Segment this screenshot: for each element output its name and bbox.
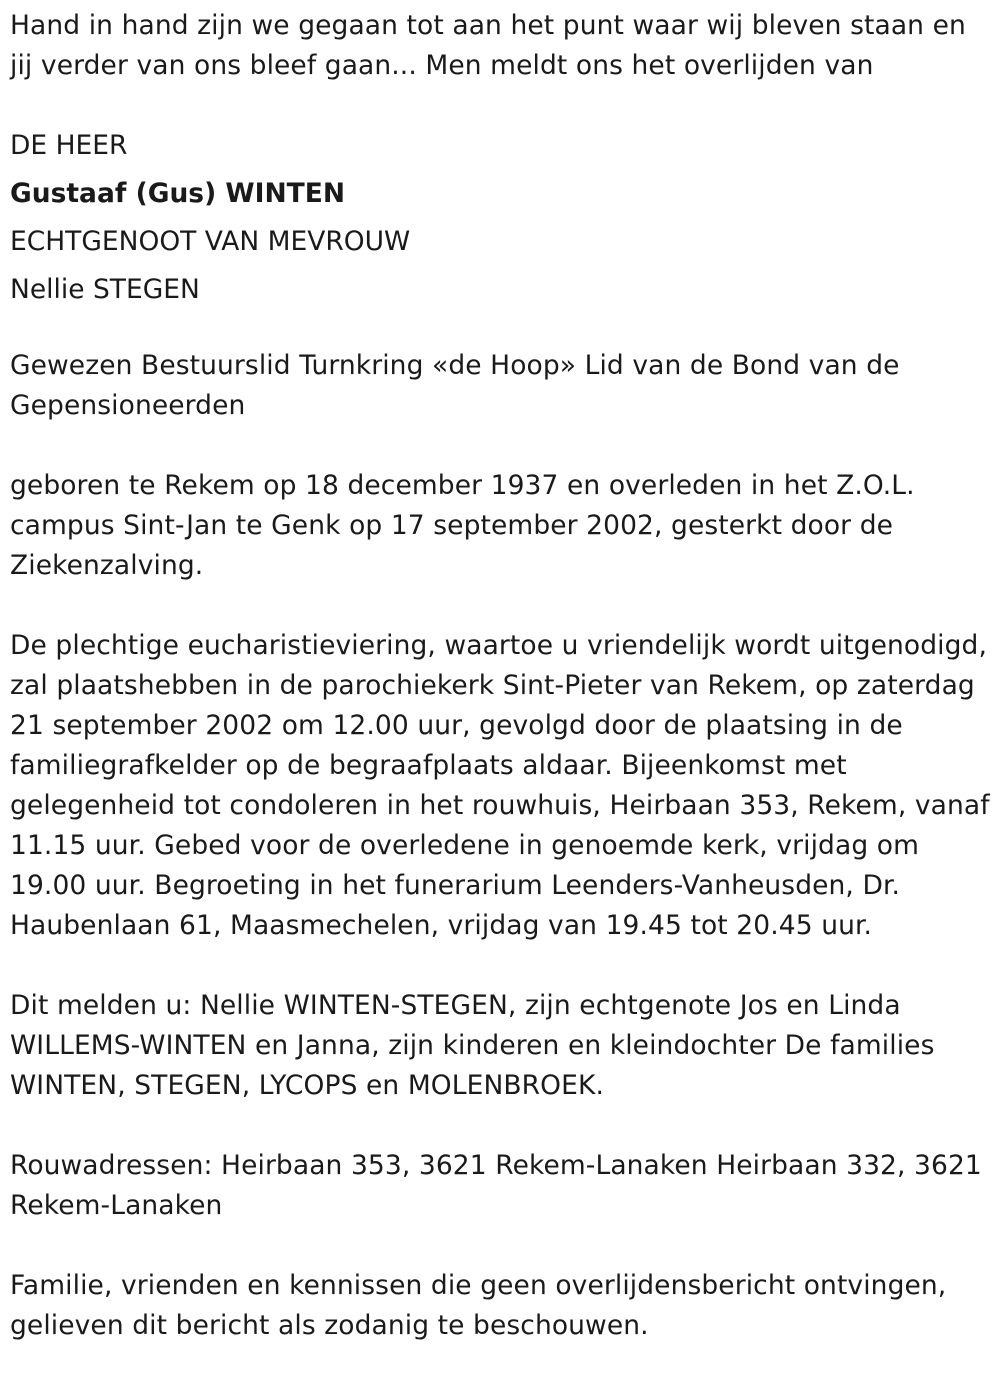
addresses-paragraph: Rouwadressen: Heirbaan 353, 3621 Rekem-Lanaken Heirbaan 332, 3621 Rekem-Lanaken (10, 1150, 982, 1221)
obituary-text (10, 6, 992, 1386)
announcers-paragraph: Dit melden u: Nellie WINTEN-STEGEN, zijn echtgenote Jos en Linda WILLEMS-WINTEN en Janna, zijn kinderen en kleindochter De families WINTEN, STEGEN, LYCOPS en MOLENBROEK. (10, 990, 935, 1101)
intro-paragraph: Hand in hand zijn we gegaan tot aan het punt waar wij bleven staan en jij verder van ons bleef gaan... Men meldt ons het overlijden van (10, 10, 966, 81)
spouse-prefix: ECHTGENOOT VAN MEVROUW (10, 226, 411, 257)
roles-paragraph: Gewezen Bestuurslid Turnkring «de Hoop» Lid van de Bond van de Gepensioneerden (10, 350, 900, 421)
name-block (10, 122, 992, 314)
closing-paragraph: Familie, vrienden en kennissen die geen overlijdensbericht ontvingen, gelieven dit bericht als zodanig te beschouwen. (10, 1270, 947, 1341)
birth-death-paragraph: geboren te Rekem op 18 december 1937 en overleden in het Z.O.L. campus Sint-Jan te Genk op 17 september 2002, gesterkt door de Ziekenzalving. (10, 470, 915, 581)
ceremony-paragraph: De plechtige eucharistieviering, waartoe u vriendelijk wordt uitgenodigd, zal plaatshebben in de parochiekerk Sint-Pieter van Rekem, op zaterdag 21 september 2002 om 12.00 uur, gevolgd door de plaatsing in de familiegrafkelder op de begraafplaats aldaar. Bijeenkomst met gelegenheid tot condoleren in het rouwhuis, Heirbaan 353, Rekem, vanaf 11.15 uur. Gebed voor de overledene in genoemde kerk, vrijdag om 19.00 uur. Begroeting in het funerarium Leenders-Vanheusden, Dr. Haubenlaan 61, Maasmechelen, vrijdag van 19.45 tot 20.45 uur. (10, 630, 990, 941)
spouse-name: Nellie STEGEN (10, 274, 200, 305)
deceased-name: Gustaaf (Gus) WINTEN (10, 178, 346, 209)
title-prefix: DE HEER (10, 130, 128, 161)
